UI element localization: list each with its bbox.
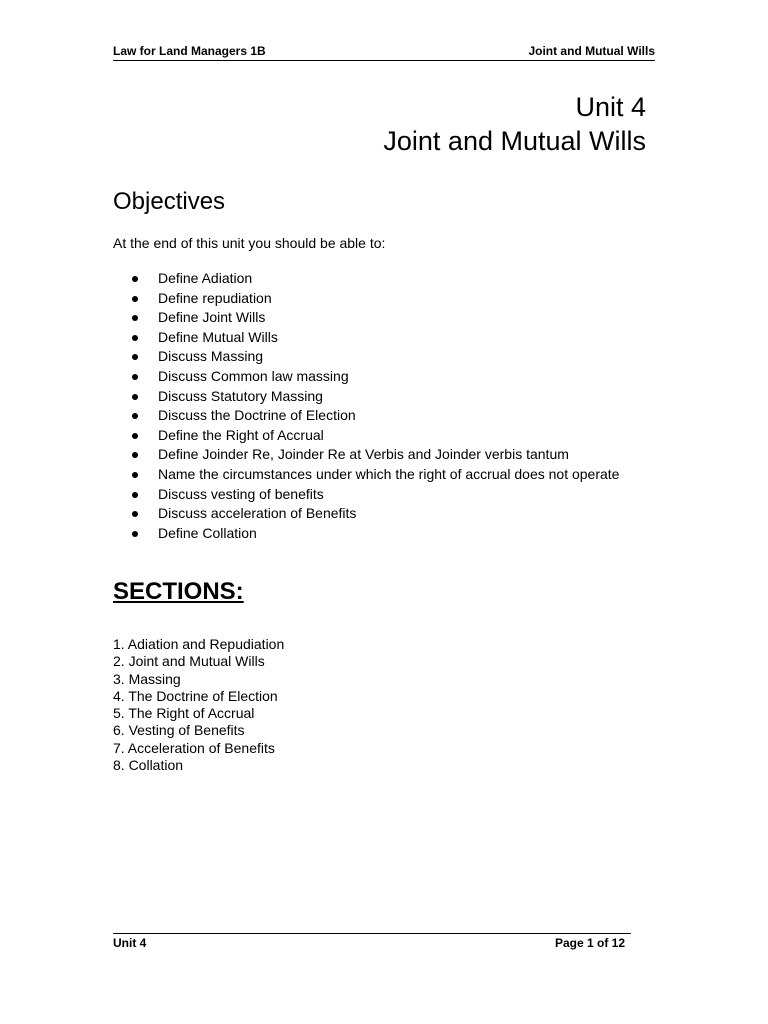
bullet-icon [132,452,138,458]
header-unit-topic: Joint and Mutual Wills [528,44,655,58]
list-item: Name the circumstances under which the right of accrual does not operate [113,465,619,485]
list-item: Define Joint Wills [113,308,619,328]
list-item: Discuss acceleration of Benefits [113,504,619,524]
list-item: 6. Vesting of Benefits [113,722,245,739]
list-item: Define Joinder Re, Joinder Re at Verbis and Joinder verbis tantum [113,445,619,465]
objectives-list [113,269,619,543]
list-item: Discuss the Doctrine of Election [113,406,619,426]
unit-topic-title: Joint and Mutual Wills [383,126,646,156]
bullet-icon [132,413,138,419]
bullet-icon [132,354,138,360]
bullet-icon [132,531,138,537]
footer-unit-label: Unit 4 [113,936,147,950]
bullet-icon [132,472,138,478]
list-item: Discuss Massing [113,347,619,367]
list-item: Define the Right of Accrual [113,426,619,446]
list-item: 2. Joint and Mutual Wills [113,653,265,670]
bullet-icon [132,374,138,380]
list-item: 5. The Right of Accrual [113,705,255,722]
bullet-icon [132,433,138,439]
bullet-icon [132,492,138,498]
objectives-intro: At the end of this unit you should be able to: [113,235,386,251]
list-item: Discuss vesting of benefits [113,485,619,505]
list-item: Discuss Statutory Massing [113,387,619,407]
bullet-icon [132,315,138,321]
list-item: 1. Adiation and Repudiation [113,636,285,652]
bullet-icon [132,276,138,282]
list-item: Define Collation [113,524,619,544]
bullet-icon [132,511,138,517]
objectives-heading: Objectives [113,188,226,215]
list-item: Discuss Common law massing [113,367,619,387]
bullet-icon [132,335,138,341]
sections-list [113,636,284,774]
list-item: 4. The Doctrine of Election [113,687,278,704]
list-item: 7. Acceleration of Benefits [113,739,275,756]
bullet-icon [132,394,138,400]
unit-number: Unit 4 [575,92,646,122]
list-item: Define repudiation [113,289,619,309]
list-item: 8. Collation [113,757,184,774]
page-footer [113,933,631,950]
list-item: 3. Massing [113,670,181,687]
header-course-title: Law for Land Managers 1B [113,44,266,58]
footer-page-number: Page 1 of 12 [554,936,625,950]
sections-heading: SECTIONS: [113,578,244,605]
list-item: Define Adiation [113,269,619,289]
bullet-icon [132,296,138,302]
list-item: Define Mutual Wills [113,328,619,348]
page-header [113,44,655,61]
unit-title [383,90,646,158]
